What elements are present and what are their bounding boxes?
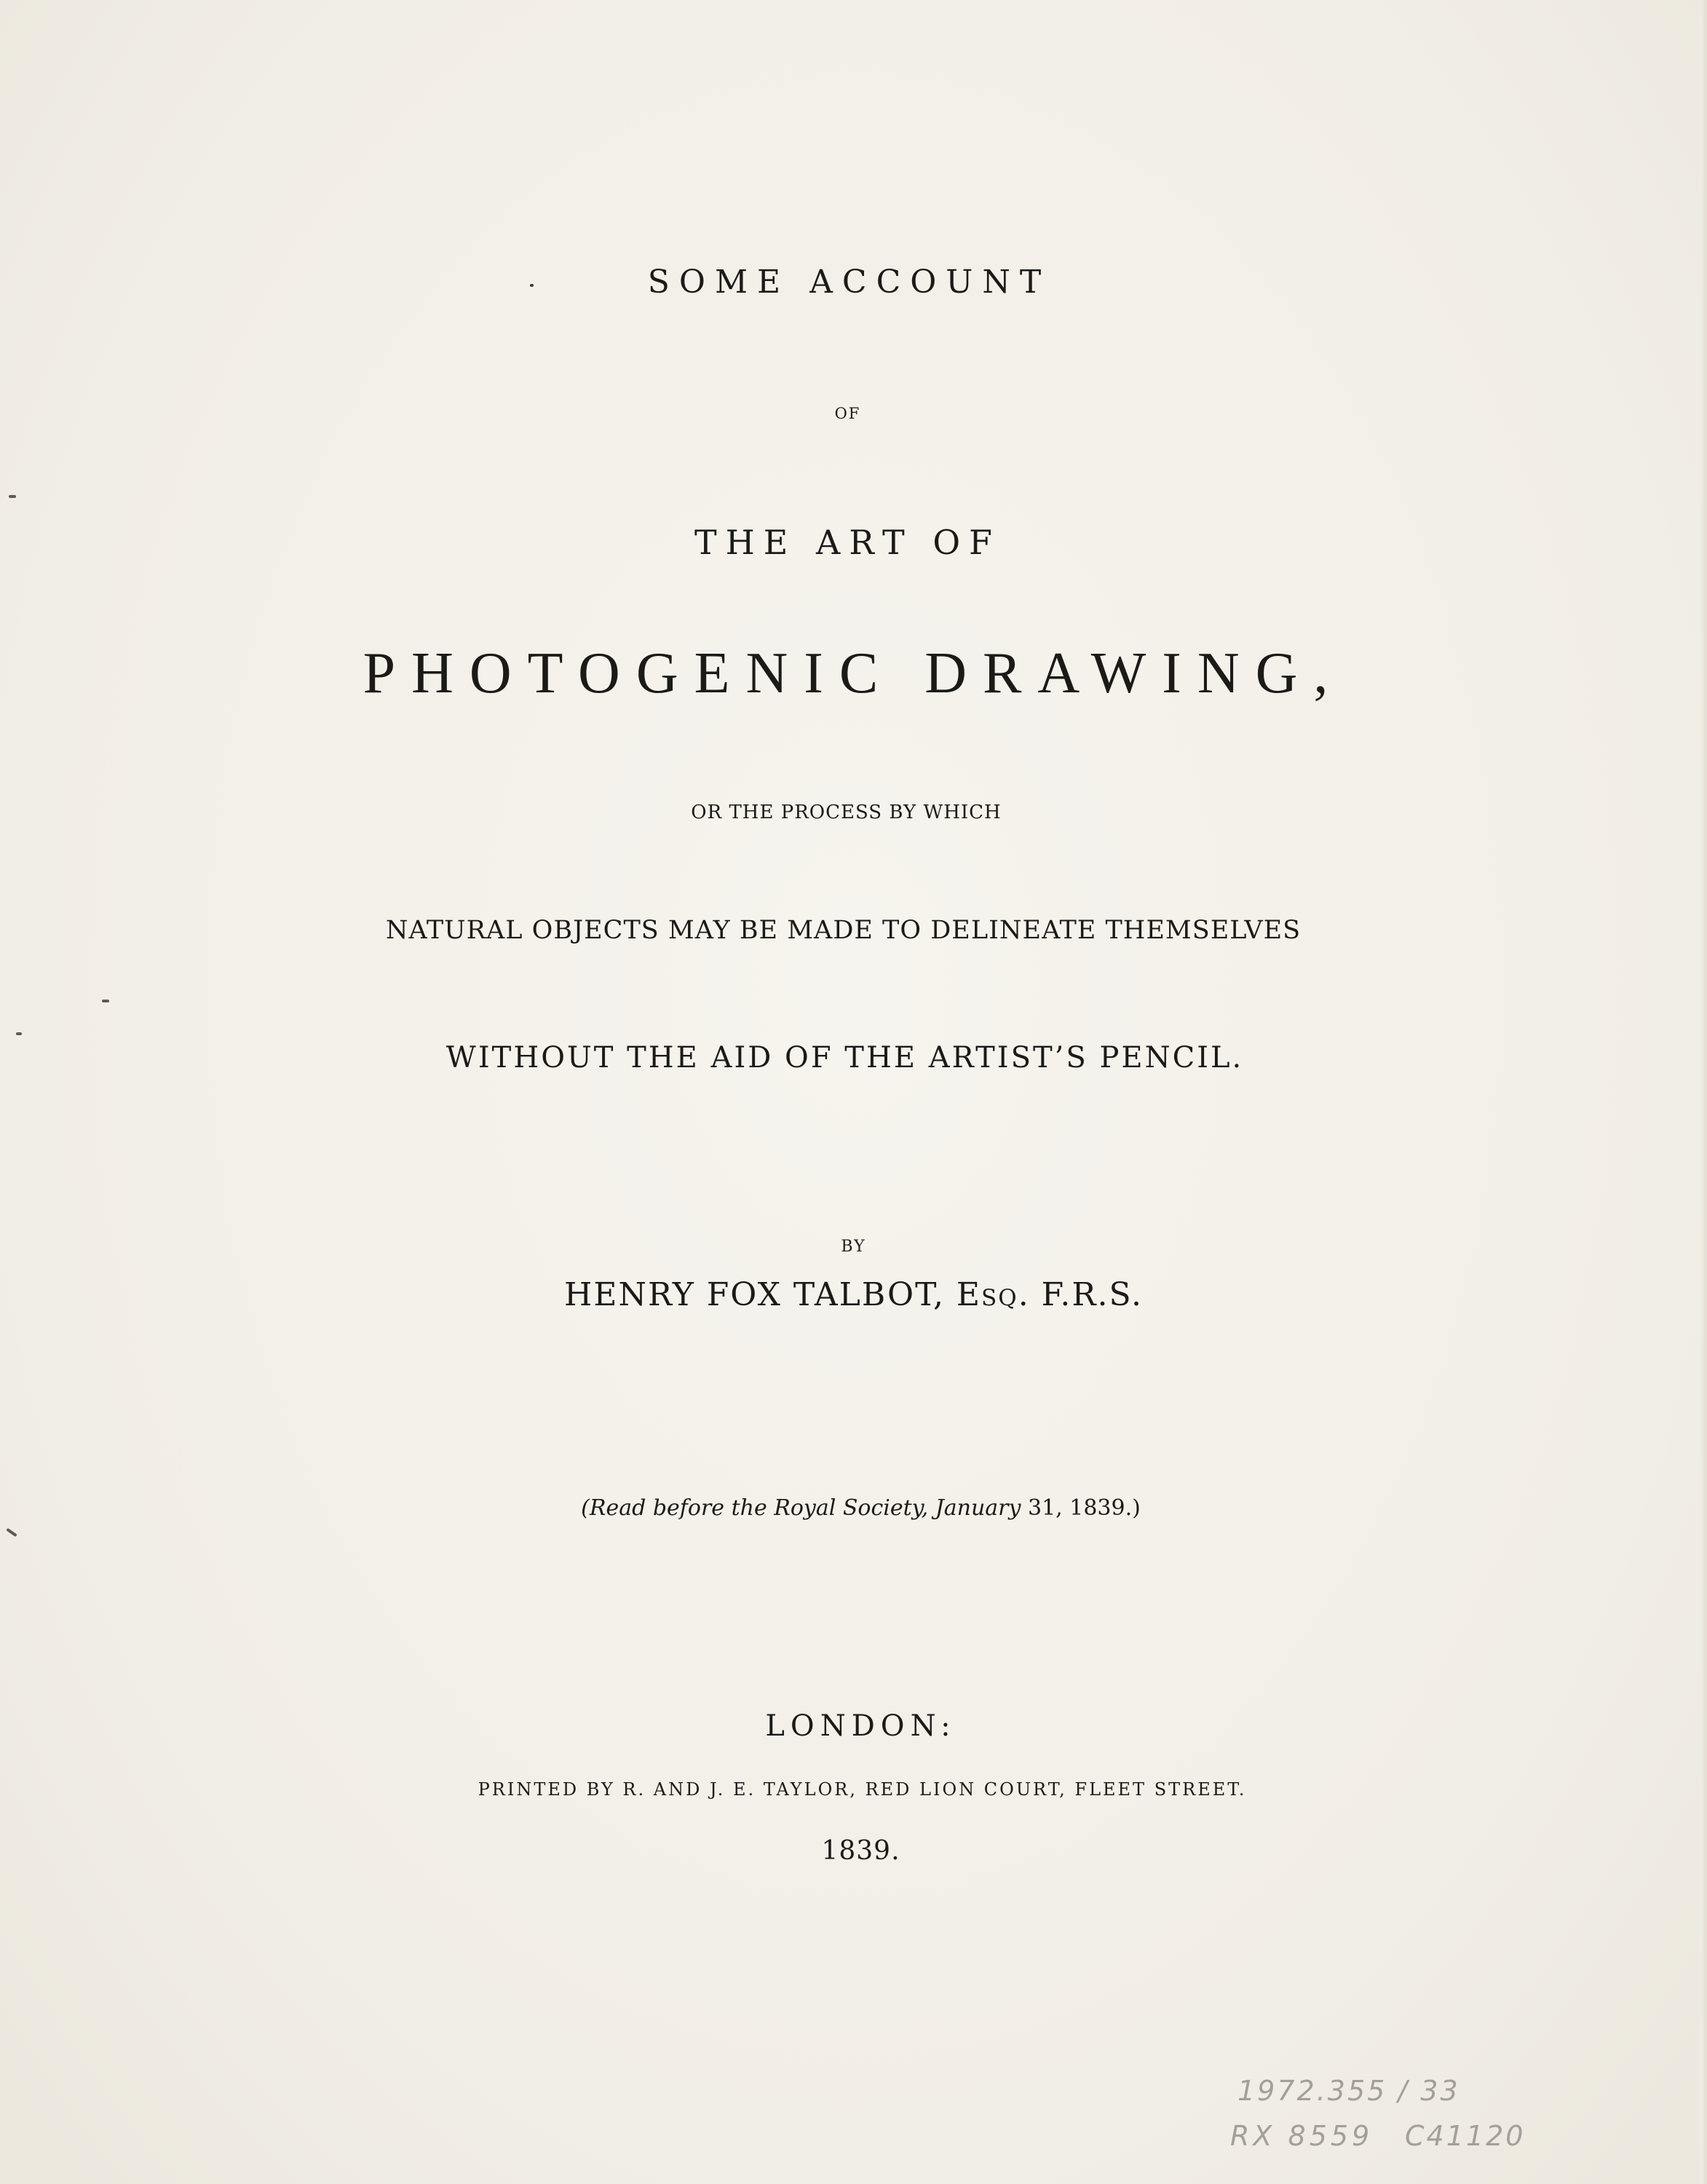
read-before-date: 31, 1839.) — [1021, 1495, 1141, 1521]
read-before-note — [7, 1495, 1707, 1521]
title-line-some-account: SOME ACCOUNT — [647, 264, 1051, 301]
margin-mark — [102, 1000, 109, 1002]
accession-number: 1972.355 / 33 — [1237, 2075, 1460, 2107]
subtitle-without-aid: WITHOUT THE AID OF THE ARTIST’S PENCIL. — [445, 1041, 1244, 1075]
title-line-the-art-of: THE ART OF — [694, 523, 1001, 562]
author-name: HENRY FOX TALBOT, — [563, 1276, 957, 1313]
author-title: Esq. — [956, 1276, 1030, 1313]
page-edge — [1700, 0, 1707, 2184]
main-title: PHOTOGENIC DRAWING, — [363, 641, 1344, 705]
imprint-printer: PRINTED BY R. AND J. E. TAYLOR, RED LION COURT, FLEET STREET. — [478, 1779, 1247, 1800]
margin-mark — [6, 1528, 17, 1537]
author-suffix: F.R.S. — [1029, 1276, 1144, 1313]
margin-mark — [16, 1032, 22, 1035]
imprint-city: LONDON: — [765, 1709, 957, 1743]
author-line — [0, 1276, 1707, 1313]
by-line: BY — [841, 1238, 866, 1256]
margin-mark — [9, 495, 16, 498]
accession-code-secondary: C41120 — [1405, 2120, 1526, 2152]
title-line-of: OF — [834, 405, 861, 422]
subtitle-process: OR THE PROCESS BY WHICH — [691, 802, 1002, 823]
subtitle-natural-objects: NATURAL OBJECTS MAY BE MADE TO DELINEATE THEMSELVES — [385, 916, 1302, 945]
accession-code: RX 8559 — [1230, 2120, 1374, 2152]
read-before-text: (Read before the Royal Society, January — [581, 1495, 1021, 1521]
imprint-year: 1839. — [821, 1836, 900, 1866]
